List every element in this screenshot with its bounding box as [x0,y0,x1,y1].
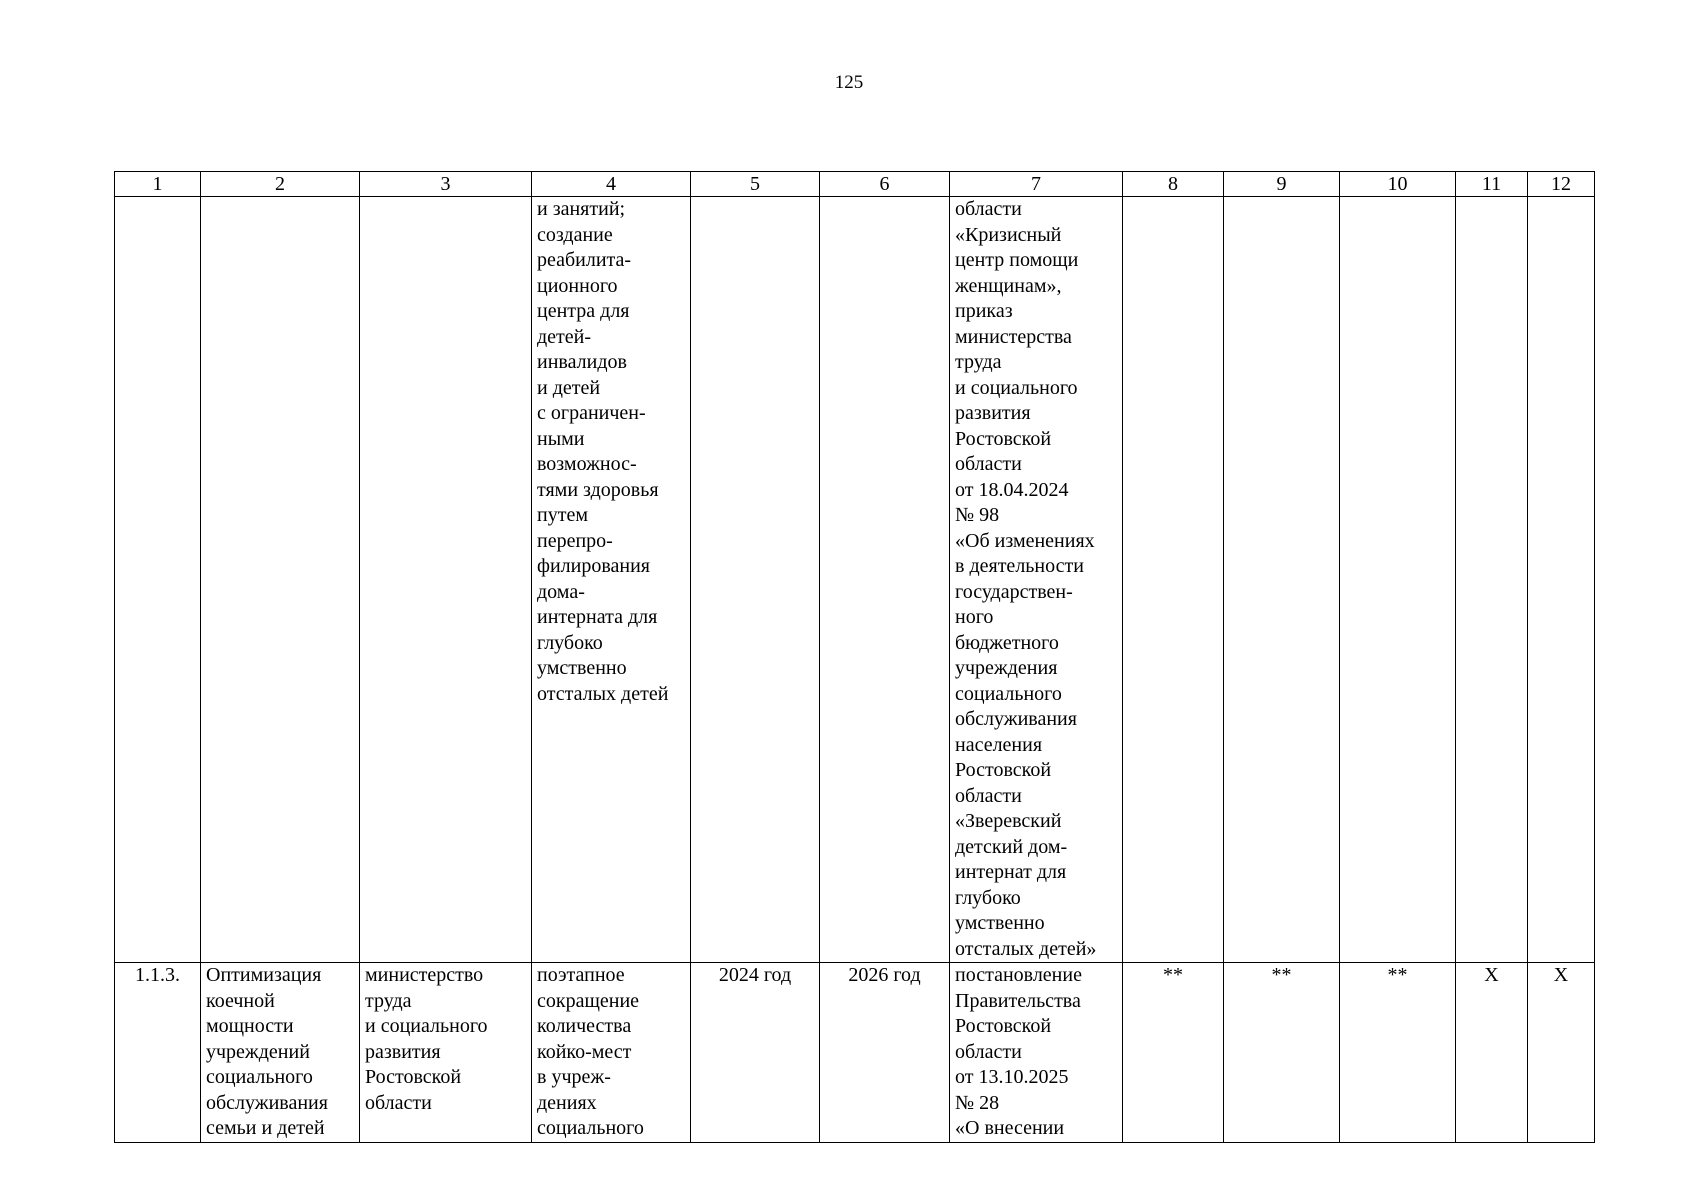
column-header: 11 [1456,172,1528,197]
column-header: 1 [115,172,201,197]
table-row [115,197,1595,963]
table-cell: Оптимизация коечной мощности учреждений социального обслуживания семьи и детей [201,963,360,1143]
table-cell [115,197,201,963]
column-header: 8 [1123,172,1224,197]
page-number: 125 [834,72,864,93]
table-cell: ** [1224,963,1340,1143]
table-cell [691,197,820,963]
column-header: 6 [820,172,950,197]
table-cell: поэтапное сокращение количества койко-мест в учреж- дениях социального [532,963,691,1143]
column-header: 4 [532,172,691,197]
column-header: 5 [691,172,820,197]
table-cell [201,197,360,963]
table-cell [1456,197,1528,963]
table-cell: ** [1123,963,1224,1143]
column-header: 10 [1340,172,1456,197]
table-cell: постановление Правительства Ростовской области от 13.10.2025 № 28 «О внесении [950,963,1123,1143]
table-cell: 2026 год [820,963,950,1143]
table-cell [1340,197,1456,963]
document-table [114,171,1595,1143]
table-row [115,963,1595,1143]
column-header: 2 [201,172,360,197]
column-header: 7 [950,172,1123,197]
table-cell [1123,197,1224,963]
table-cell: министерство труда и социального развития Ростовской области [360,963,532,1143]
column-header: 9 [1224,172,1340,197]
table-cell: 2024 год [691,963,820,1143]
table-cell [820,197,950,963]
table-header-row [115,172,1595,197]
table-cell: X [1528,963,1595,1143]
table-cell: области «Кризисный центр помощи женщинам», приказ министерства труда и социального развития Ростовской области от 18.04.2024 № 98 «Об изменениях в деятельности государствен- ного бюджетного учреждения социального обслуживания населения Ростовской области «Зверевский детский дом- интернат для глубоко умственно отсталых детей» [950,197,1123,963]
table-cell [1528,197,1595,963]
table-cell: ** [1340,963,1456,1143]
table-cell: 1.1.3. [115,963,201,1143]
column-header: 3 [360,172,532,197]
table-cell: X [1456,963,1528,1143]
column-header: 12 [1528,172,1595,197]
table-cell [1224,197,1340,963]
table-cell [360,197,532,963]
table-cell: и занятий; создание реабилита- ционного центра для детей- инвалидов и детей с ограничен- ными возможнос- тями здоровья путем перепро- филирования дома- интерната для глубоко умственно отсталых детей [532,197,691,963]
